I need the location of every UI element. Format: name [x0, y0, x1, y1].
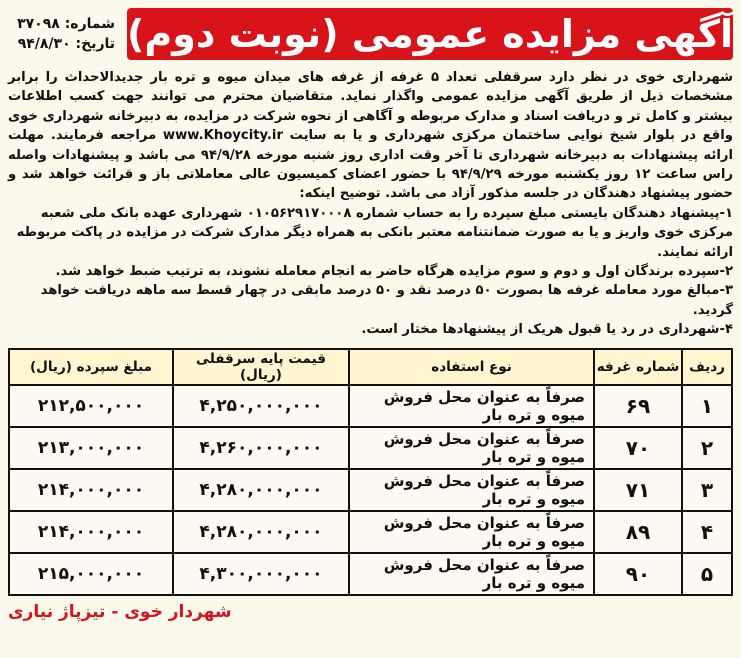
header-deposit: مبلغ سپرده (ریال) — [9, 349, 173, 385]
table-row — [9, 469, 732, 511]
note-item: ۳-مبالغ مورد معامله غرفه ها بصورت ۵۰ درصد نقد و ۵۰ درصد مابقی در چهار قسط سه ماهه دریافت خواهد گردید. — [40, 283, 733, 318]
row-number: ۳ — [682, 469, 732, 511]
usage-type: صرفاً به عنوان محل فروش میوه و تره بار — [349, 511, 594, 553]
table-row — [9, 511, 732, 553]
booth-number: ۶۹ — [594, 385, 682, 427]
booth-number: ۷۱ — [594, 469, 682, 511]
deposit-amount: ۲۱۳,۰۰۰,۰۰۰ — [9, 427, 173, 469]
usage-type: صرفاً به عنوان محل فروش میوه و تره بار — [349, 385, 594, 427]
notice-number: شماره: ۳۷۰۹۸ — [17, 16, 116, 32]
header-booth-number: شماره غرفه — [594, 349, 682, 385]
row-number: ۴ — [682, 511, 732, 553]
row-number: ۱ — [682, 385, 732, 427]
notice-date: تاریخ: ۹۴/۸/۳۰ — [17, 36, 116, 52]
table-row — [9, 385, 732, 427]
header-usage-type: نوع استفاده — [349, 349, 594, 385]
base-price: ۴,۲۶۰,۰۰۰,۰۰۰ — [173, 427, 349, 469]
note-item: ۴-شهرداری در رد یا قبول هریک از پیشنهادها مختار است. — [361, 322, 733, 338]
booth-number: ۹۰ — [594, 553, 682, 595]
table-header-row — [9, 349, 732, 385]
notice-body — [8, 68, 733, 204]
notice-meta — [8, 14, 115, 54]
note-item: ۱-پیشنهاد دهندگان بایستی مبلغ سپرده را به حساب شماره ۰۱۰۵۶۲۹۱۷۰۰۰۸ شهرداری عهده بانک ملی شعبه مرکزی خوی واریز و یا به صورت ضمانتنامه معتبر بانکی به همراه دیگر مدارک شرکت در مزایده در پاکت مربوطه ارائه نمایند. — [16, 205, 733, 260]
notice-header — [8, 6, 733, 62]
base-price: ۴,۲۵۰,۰۰۰,۰۰۰ — [173, 385, 349, 427]
base-price: ۴,۲۸۰,۰۰۰,۰۰۰ — [173, 469, 349, 511]
note-item: ۲-سپرده برندگان اول و دوم و سوم مزایده هرگاه حاضر به انجام معامله نشوند، به ترتیب ضبط خواهد شد. — [55, 264, 733, 280]
intro-paragraph: شهرداری خوی در نظر دارد سرقفلی تعداد ۵ غرفه از غرفه های میدان میوه و تره بار جدیدالاحداث را برابر مشخصات ذیل از طریق آگهی مزایده عمومی واگذار نماید. متقاضیان محترم می توانند جهت کسب اطلاعات بیشتر و کامل تر و دریافت اسناد و مدارک مربوطه و آگاهی از نحوه شرکت در مزایده، به دبیرخانه شهرداری خوی واقع در بلوار شیخ نوایی ساختمان مرکزی شهرداری و یا به سایت www.Khoycity.ir مراجعه فرمایند. مهلت ارائه پیشنهادات به دبیرخانه شهرداری تا آخر وقت اداری روز شنبه مورخه ۹۴/۹/۲۸ می باشد و پیشنهادات واصله راس ساعت ۱۲ روز یکشنبه مورخه ۹۴/۹/۲۹ با حضور اعضای کمیسیون عالی معاملاتی باز و قرائت خواهد شد و حضور پیشنهاد دهندگان در جلسه مذکور آزاد می باشد. توضیح اینکه: — [8, 70, 733, 202]
notice-footer — [8, 602, 733, 622]
notes-list — [8, 204, 733, 340]
usage-type: صرفاً به عنوان محل فروش میوه و تره بار — [349, 469, 594, 511]
signature-line: شهردار خوی - تیزپاژ نیاری — [8, 601, 232, 622]
deposit-amount: ۲۱۴,۰۰۰,۰۰۰ — [9, 469, 173, 511]
row-number: ۲ — [682, 427, 732, 469]
booths-table — [8, 348, 733, 596]
title-banner — [127, 8, 733, 60]
table-row — [9, 427, 732, 469]
header-row-number: ردیف — [682, 349, 732, 385]
usage-type: صرفاً به عنوان محل فروش میوه و تره بار — [349, 553, 594, 595]
table-row — [9, 553, 732, 595]
booth-number: ۷۰ — [594, 427, 682, 469]
base-price: ۴,۳۰۰,۰۰۰,۰۰۰ — [173, 553, 349, 595]
base-price: ۴,۲۸۰,۰۰۰,۰۰۰ — [173, 511, 349, 553]
booth-number: ۸۹ — [594, 511, 682, 553]
row-number: ۵ — [682, 553, 732, 595]
notice-title: آگهی مزایده عمومی (نوبت دوم) — [127, 12, 733, 56]
deposit-amount: ۲۱۴,۰۰۰,۰۰۰ — [9, 511, 173, 553]
usage-type: صرفاً به عنوان محل فروش میوه و تره بار — [349, 427, 594, 469]
deposit-amount: ۲۱۲,۵۰۰,۰۰۰ — [9, 385, 173, 427]
header-base-price: قیمت پایه سرقفلی (ریال) — [173, 349, 349, 385]
deposit-amount: ۲۱۵,۰۰۰,۰۰۰ — [9, 553, 173, 595]
